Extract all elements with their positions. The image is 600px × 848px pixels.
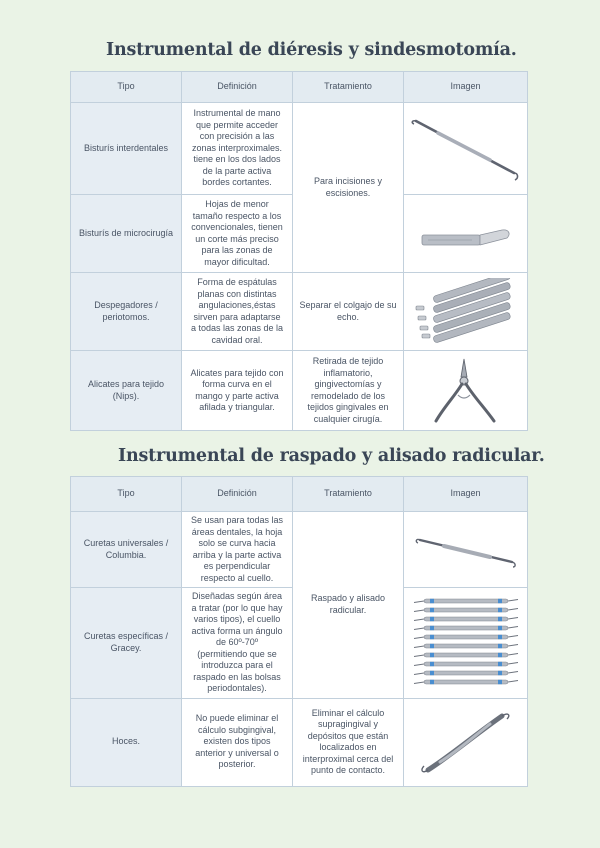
header-tratamiento: Tratamiento [293,477,404,512]
microsurgery-blade-image [404,195,528,273]
cell-tratamiento: Separar el colgajo de su echo. [293,273,404,351]
cell-definicion: Diseñadas según área a tratar (por lo que hay varios tipos), el cuello activa forma un ángulo de 60º-70º (permitiendo que se introduzca para el raspado en las bolsas periodontales). [182,588,293,699]
periodontal-knife-image [404,103,528,195]
dieresis-table [70,71,528,431]
table-row [71,698,528,786]
cell-definicion: Forma de espátulas planas con distintas angulaciones,éstas sirven para adaptarse a todas las zonas de la cavidad oral. [182,273,293,351]
table-row [71,273,528,351]
cell-tratamiento: Eliminar el cálculo supragingival y depósitos que están localizados en interproximal cerca del punto de contacto. [293,698,404,786]
header-definicion: Definición [182,477,293,512]
header-imagen: Imagen [404,72,528,103]
cell-definicion: Instrumental de mano que permite acceder con precisión a las zonas interproximales. tiene en los dos lados de la parte activa bordes cortantes. [182,103,293,195]
table-header-row [71,72,528,103]
gracey-curette-set-image [404,588,528,699]
table-header-row [71,477,528,512]
cell-tipo: Despegadores / periotomos. [71,273,182,351]
tissue-nipper-image [404,351,528,431]
header-tipo: Tipo [71,477,182,512]
header-definicion: Definición [182,72,293,103]
table-row [71,512,528,588]
cell-tipo: Curetas específicas / Gracey. [71,588,182,699]
section-title-raspado: Instrumental de raspado y alisado radicular. [118,446,545,466]
cell-definicion: No puede eliminar el cálculo subgingival, existen dos tipos anterior y universal o posterior. [182,698,293,786]
periotome-set-image [404,273,528,351]
table-row [71,351,528,431]
cell-tipo: Alicates para tejido (Nips). [71,351,182,431]
universal-curette-image [404,512,528,588]
cell-tipo: Bisturís interdentales [71,103,182,195]
table-row [71,103,528,195]
header-imagen: Imagen [404,477,528,512]
header-tipo: Tipo [71,72,182,103]
cell-tipo: Hoces. [71,698,182,786]
cell-tratamiento: Retirada de tejido inflamatorio, gingivectomías y remodelado de los tejidos gingivales en cualquier cirugía. [293,351,404,431]
section-title-dieresis: Instrumental de diéresis y sindesmotomía. [106,40,517,60]
cell-tipo: Bisturís de microcirugía [71,195,182,273]
sickle-scaler-image [404,698,528,786]
cell-tratamiento-shared: Raspado y alisado radicular. [293,512,404,699]
cell-tratamiento-shared: Para incisiones y escisiones. [293,103,404,273]
cell-definicion: Se usan para todas las áreas dentales, la hoja solo se curva hacia arriba y la parte activa es perpendicular respecto al cuello. [182,512,293,588]
cell-definicion: Hojas de menor tamaño respecto a los convencionales, tienen un corte más preciso para las zonas de mayor dificultad. [182,195,293,273]
raspado-table [70,476,528,787]
cell-tipo: Curetas universales / Columbia. [71,512,182,588]
cell-definicion: Alicates para tejido con forma curva en el mango y parte activa afilada y triangular. [182,351,293,431]
header-tratamiento: Tratamiento [293,72,404,103]
